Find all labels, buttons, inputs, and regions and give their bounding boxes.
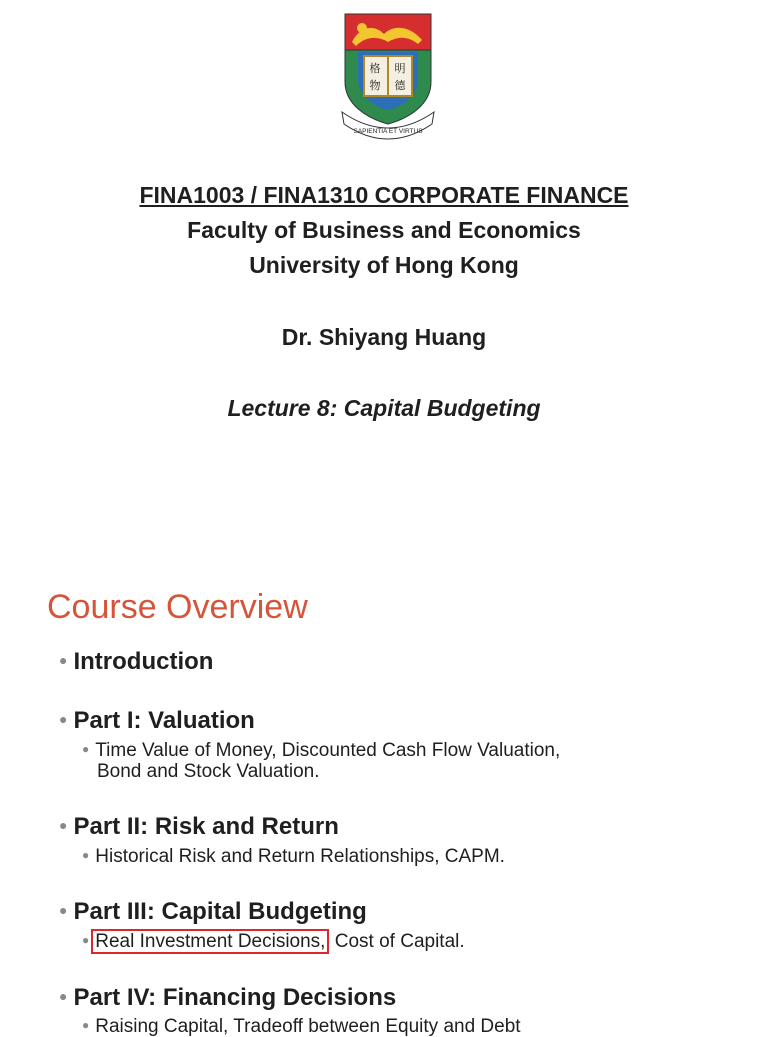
bullet-icon: ●	[59, 652, 68, 668]
sub-item-part-1: ● Time Value of Money, Discounted Cash Flow Valuation, Bond and Stock Valuation.	[82, 740, 561, 782]
highlight-box: Real Investment Decisions,	[91, 929, 329, 954]
crest-char-ming: 明	[394, 63, 406, 75]
crest-motto: SAPIENTIA ET VIRTUS	[353, 128, 423, 135]
bullet-icon: ●	[82, 848, 90, 862]
bullet-icon: ●	[82, 1018, 90, 1032]
sub-item-part-3: ● Real Investment Decisions, Cost of Capital.	[82, 931, 465, 952]
crest-char-wu: 物	[369, 80, 381, 92]
university-name: University of Hong Kong	[249, 252, 519, 278]
sub-item-part-4: ● Raising Capital, Tradeoff between Equity and Debt	[82, 1016, 521, 1037]
instructor-name: Dr. Shiyang Huang	[281, 324, 487, 350]
sub-item-part-2: ● Historical Risk and Return Relationships, CAPM.	[82, 846, 505, 867]
list-item-part-3: ● Part III: Capital Budgeting	[59, 898, 367, 925]
list-item-part-4: ● Part IV: Financing Decisions	[59, 984, 397, 1011]
lecture-title: Lecture 8: Capital Budgeting	[227, 395, 541, 421]
bullet-icon: ●	[59, 817, 68, 833]
faculty-name: Faculty of Business and Economics	[187, 217, 581, 243]
list-item-part-1: ● Part I: Valuation	[59, 707, 255, 734]
bullet-icon: ●	[59, 711, 68, 727]
university-crest-logo	[338, 12, 438, 140]
crest-char-de: 德	[394, 80, 406, 92]
bullet-icon: ●	[59, 988, 68, 1004]
list-item-introduction: ● Introduction	[59, 648, 214, 675]
course-overview-heading: Course Overview	[47, 588, 308, 626]
crest-char-ge: 格	[369, 63, 381, 75]
bullet-icon: ●	[82, 933, 90, 947]
bullet-icon: ●	[82, 742, 90, 756]
list-item-part-2: ● Part II: Risk and Return	[59, 813, 339, 840]
course-title: FINA1003 / FINA1310 CORPORATE FINANCE	[139, 182, 629, 208]
bullet-icon: ●	[59, 902, 68, 918]
